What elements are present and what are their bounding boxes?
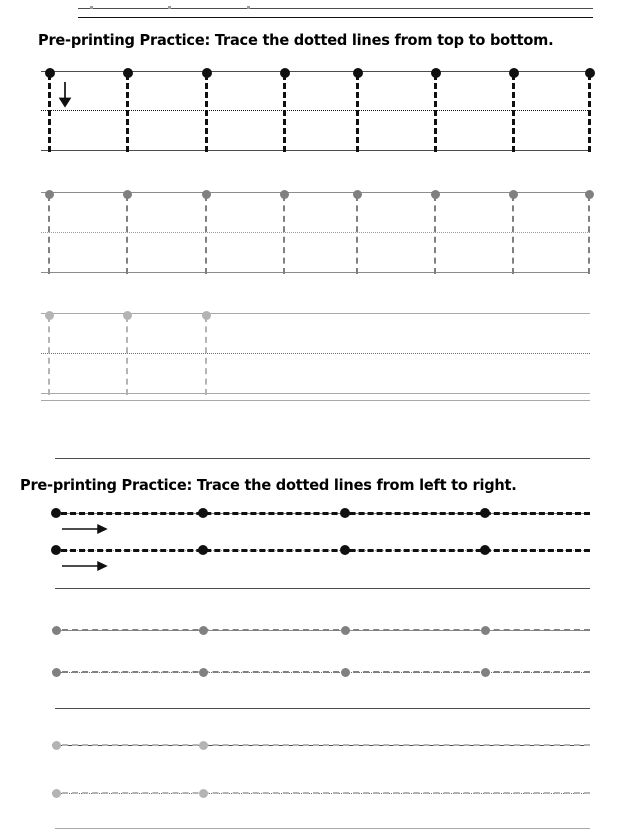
trace-start-dot[interactable] bbox=[123, 311, 132, 320]
undefined[interactable] bbox=[205, 316, 207, 395]
undefined[interactable] bbox=[126, 316, 128, 395]
trace-start-dot[interactable] bbox=[45, 311, 54, 320]
band-baseline-double bbox=[41, 400, 590, 401]
guide-rule bbox=[55, 828, 590, 829]
trace-start-dot[interactable] bbox=[199, 789, 208, 798]
section-vertical-title: Pre-printing Practice: Trace the dotted lines from top to bottom. bbox=[38, 31, 554, 49]
section-horizontal-traces bbox=[0, 430, 640, 835]
band-bottom-rule bbox=[41, 393, 590, 394]
undefined[interactable] bbox=[48, 316, 50, 395]
trace-start-dot[interactable] bbox=[202, 311, 211, 320]
trace-line-light bbox=[0, 430, 640, 835]
down-arrow-icon bbox=[58, 82, 72, 112]
trace-start-dot[interactable] bbox=[52, 789, 61, 798]
trace-stroke-horizontal[interactable] bbox=[52, 792, 590, 794]
section-horizontal-title: Pre-printing Practice: Trace the dotted lines from left to right. bbox=[20, 476, 517, 494]
band-mid-rule bbox=[41, 353, 590, 354]
